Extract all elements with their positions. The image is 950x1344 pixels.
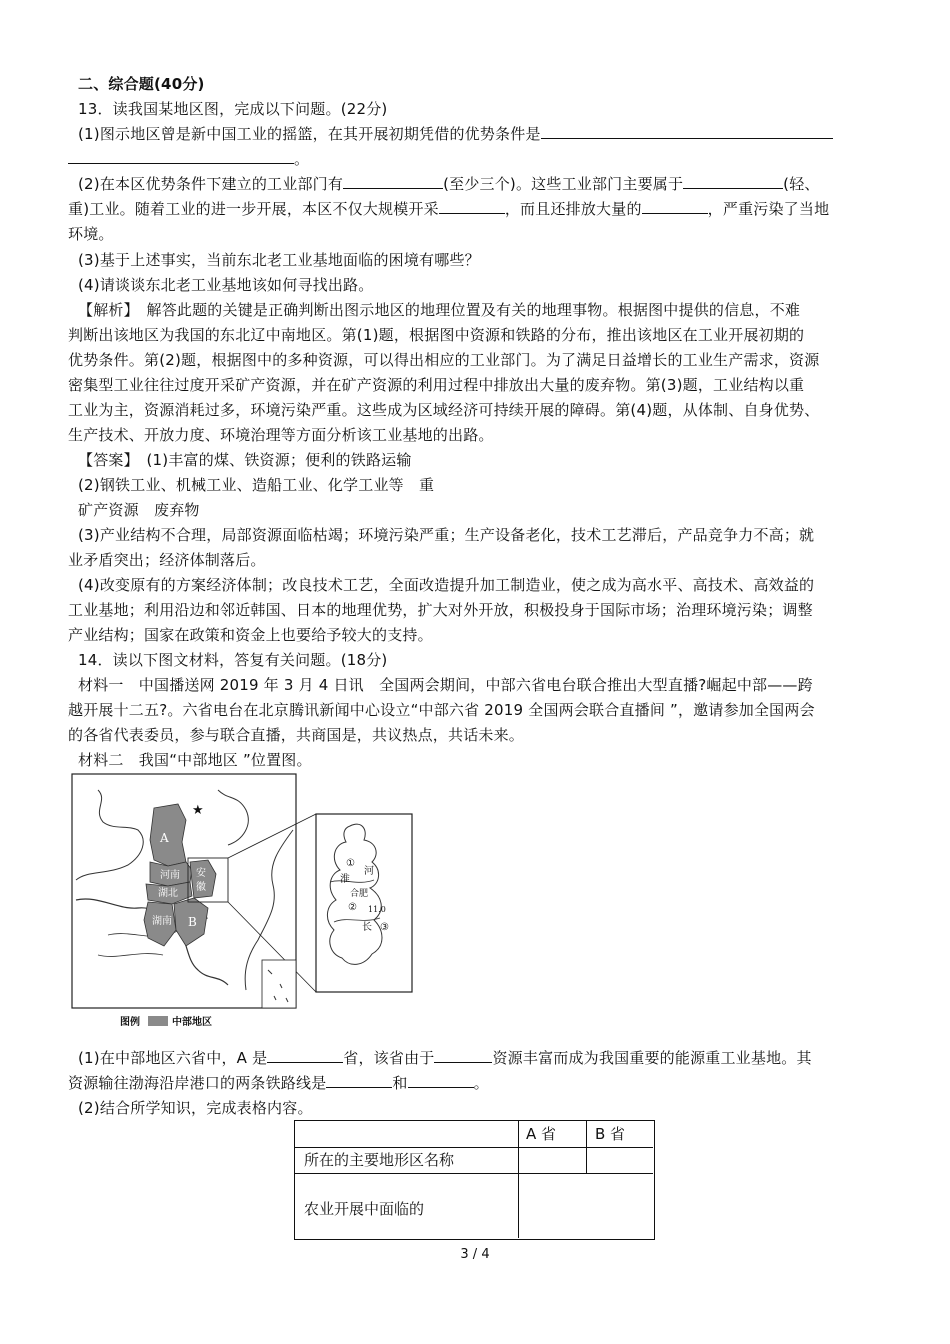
answer-part2-cont: 矿产资源 废弃物 bbox=[78, 501, 200, 519]
legend-item-label: 中部地区 bbox=[172, 1017, 212, 1028]
answer-blank[interactable] bbox=[541, 124, 833, 139]
south-sea-inset bbox=[262, 960, 296, 1008]
q14-part1-text: 资源输往渤海沿岸港口的两条铁路线是 bbox=[68, 1074, 327, 1092]
q14-part1-text: (1)在中部地区六省中，A 是 bbox=[78, 1049, 268, 1067]
map-label-B: B bbox=[188, 915, 197, 929]
q13-part2-text: 重)工业。随着工业的进一步开展，本区不仅大规模开采 bbox=[68, 200, 439, 218]
q14-part1-text: 和 bbox=[392, 1074, 408, 1092]
q14-part1-line2 bbox=[68, 1073, 888, 1093]
q13-part1-line2 bbox=[68, 149, 888, 169]
answer-part4-cont: 产业结构；国家在政策和资金上也要给予较大的支持。 bbox=[68, 626, 433, 644]
q14-part1-text: 资源丰富而成为我国重要的能源重工业基地。其 bbox=[492, 1049, 812, 1067]
answer-table bbox=[294, 1120, 655, 1240]
analysis-line: 优势条件。第(2)题，根据图中的多种资源，可以得出相应的工业部门。为了满足日益增长的工业生产需求，资源 bbox=[68, 351, 820, 369]
answer-part3: (3)产业结构不合理，局部资源面临枯竭；环境污染严重；生产设备老化，技术工艺滞后，产品竞争力不高；就 bbox=[78, 526, 815, 544]
answer-blank[interactable] bbox=[642, 199, 708, 214]
q13-part1-end: 。 bbox=[294, 150, 310, 168]
q14-part1-text: 。 bbox=[473, 1074, 489, 1092]
answer-blank[interactable] bbox=[267, 1048, 343, 1063]
inset-label-c2: ② bbox=[348, 902, 357, 913]
answer-part2: (2)钢铁工业、机械工业、造船工业、化学工业等 重 bbox=[78, 476, 435, 494]
q13-part2-text: (2)在本区优势条件下建立的工业部门有 bbox=[78, 175, 344, 193]
inset-label-c3: ③ bbox=[380, 922, 389, 933]
material1-line: 材料一 中国播送网 2019 年 3 月 4 日讯 全国两会期间，中部六省电台联合推出大型直播?崛起中部——跨 bbox=[78, 676, 813, 694]
table-row-label: 农业开展中面临的 bbox=[304, 1200, 425, 1218]
central-region-map bbox=[68, 770, 478, 1032]
analysis-line: 【解析】 解答此题的关键是正确判断出图示地区的地理位置及有关的地理事物。根据图中提供的信息，不难 bbox=[78, 301, 801, 319]
inset-label-he: 河 bbox=[364, 866, 374, 877]
q13-part2-text: ，严重污染了当地 bbox=[707, 200, 830, 218]
answer-blank[interactable] bbox=[68, 149, 294, 164]
page-number: 3 / 4 bbox=[460, 1247, 490, 1262]
answer-blank[interactable] bbox=[326, 1073, 392, 1088]
q13-part2-text: ，而且还排放大量的 bbox=[504, 200, 642, 218]
q13-part3: (3)基于上述事实，当前东北老工业基地面临的困境有哪些？ bbox=[78, 251, 480, 269]
inset-label-c1: ① bbox=[346, 858, 355, 869]
inset-label-huai: 淮 bbox=[340, 874, 350, 885]
map-label-hunan: 湖南 bbox=[152, 916, 172, 927]
answer-part3-cont: 业矛盾突出；经济体制落后。 bbox=[68, 551, 266, 569]
material1-line: 的各省代表委员，参与联合直播，共商国是，共议热点，共话未来。 bbox=[68, 726, 525, 744]
table-rule bbox=[586, 1121, 587, 1173]
answer-heading: 【答案】 (1)丰富的煤、铁资源；便利的铁路运输 bbox=[78, 451, 412, 469]
answer-blank[interactable] bbox=[408, 1073, 474, 1088]
inset-label-chang: 长 bbox=[362, 922, 372, 933]
map-label-anhui-2: 徽 bbox=[196, 882, 206, 893]
inset-label-elev: 11.0 bbox=[368, 905, 386, 914]
analysis-line: 密集型工业往往过度开采矿产资源，并在矿产资源的利用过程中排放出大量的废弃物。第(3)题，工业结构以重 bbox=[68, 376, 805, 394]
map-label-anhui-1: 安 bbox=[196, 868, 206, 879]
q13-part1-line1 bbox=[78, 124, 888, 144]
answer-blank[interactable] bbox=[434, 1048, 492, 1063]
map-label-A: A bbox=[160, 831, 169, 845]
q14-part2: (2)结合所学知识，完成表格内容。 bbox=[78, 1099, 313, 1117]
q13-part2-line2 bbox=[68, 199, 888, 219]
material2-line: 材料二 我国“中部地区 ”位置图。 bbox=[78, 751, 312, 769]
q14-part1-text: 省，该省由于 bbox=[343, 1049, 435, 1067]
q13-part1-text: (1)图示地区曾是新中国工业的摇篮，在其开展初期凭借的优势条件是 bbox=[78, 125, 541, 143]
section-heading: 二、综合题(40分) bbox=[78, 75, 205, 93]
answer-blank[interactable] bbox=[683, 174, 783, 189]
q13-part2-text: (至少三个)。这些工业部门主要属于 bbox=[443, 175, 684, 193]
answer-blank[interactable] bbox=[343, 174, 443, 189]
q13-part2-line3: 环境。 bbox=[68, 225, 114, 243]
material1-line: 越开展十二五?。六省电台在北京腾讯新闻中心设立“中部六省 2019 全国两会联合直播间 ”，邀请参加全国两会 bbox=[68, 701, 815, 719]
analysis-line: 生产技术、开放力度、环境治理等方面分析该工业基地的出路。 bbox=[68, 426, 494, 444]
inset-label-hefei: 合肥 bbox=[350, 889, 369, 899]
q14-title: 14．读以下图文材料，答复有关问题。(18分) bbox=[78, 651, 388, 669]
answer-part4: (4)改变原有的方案经济体制；改良技术工艺，全面改造提升加工制造业，使之成为高水平、高技术、高效益的 bbox=[78, 576, 815, 594]
map-label-henan: 河南 bbox=[160, 870, 180, 881]
q13-part4: (4)请谈谈东北老工业基地该如何寻找出路。 bbox=[78, 276, 374, 294]
table-rule bbox=[518, 1121, 519, 1238]
table-rule bbox=[295, 1173, 653, 1174]
analysis-line: 判断出该地区为我国的东北辽中南地区。第(1)题，根据图中资源和铁路的分布，推出该地区在工业开展初期的 bbox=[68, 326, 805, 344]
legend-label: 图例 bbox=[120, 1017, 140, 1028]
legend-swatch bbox=[148, 1016, 168, 1026]
q13-title: 13．读我国某地区图，完成以下问题。(22分) bbox=[78, 100, 388, 118]
analysis-line: 工业为主，资源消耗过多，环境污染严重。这些成为区域经济可持续开展的障碍。第(4)题，从体制、自身优势、 bbox=[68, 401, 820, 419]
answer-part4-cont: 工业基地；利用沿边和邻近韩国、日本的地理优势，扩大对外开放，积极投身于国际市场；治理环境污染；调整 bbox=[68, 601, 813, 619]
table-header-a: A 省 bbox=[526, 1125, 557, 1143]
table-row-label: 所在的主要地形区名称 bbox=[304, 1151, 455, 1169]
q13-part2-line1 bbox=[78, 174, 898, 194]
table-rule bbox=[295, 1147, 653, 1148]
q13-part2-text: (轻、 bbox=[783, 175, 820, 193]
map-label-star: ★ bbox=[192, 803, 204, 818]
answer-blank[interactable] bbox=[439, 199, 505, 214]
q14-part1-line1 bbox=[78, 1048, 898, 1068]
table-header-b: B 省 bbox=[595, 1125, 626, 1143]
map-label-hubei: 湖北 bbox=[158, 888, 178, 899]
